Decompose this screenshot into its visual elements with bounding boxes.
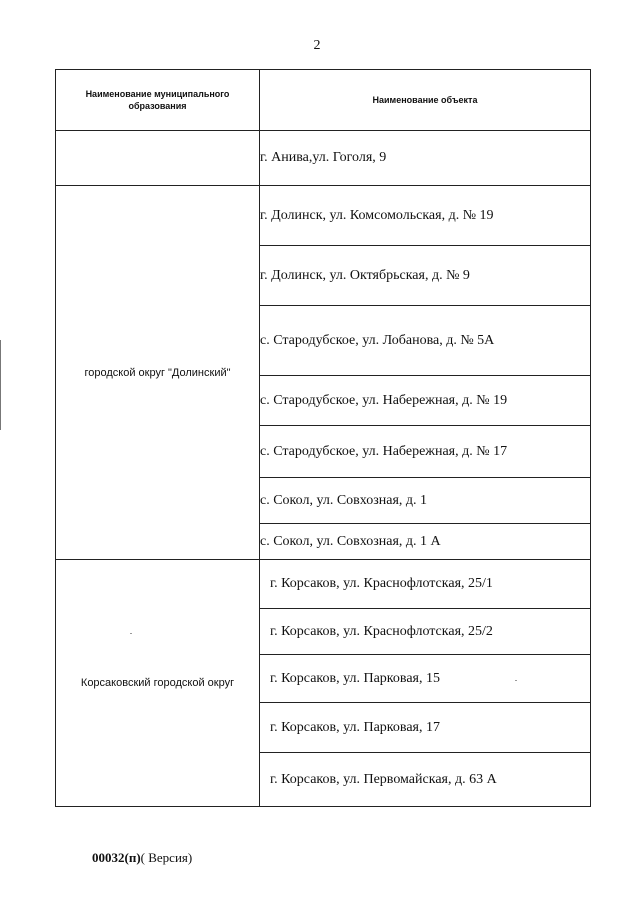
document-code: 00032(п) [92,850,141,865]
header-municipality: Наименование муниципального образования [56,70,260,131]
object-cell: г. Корсаков, ул. Парковая, 17 [260,703,591,753]
document-footer [92,850,192,866]
table-row [56,560,591,609]
table-row [56,186,591,246]
object-cell: г. Корсаков, ул. Краснофлотская, 25/1 [260,560,591,609]
table-header-row [56,70,591,131]
table-row [56,131,591,186]
object-cell: с. Стародубское, ул. Набережная, д. № 17 [260,426,591,478]
object-cell: г. Корсаков, ул. Парковая, 15 [260,655,591,703]
object-cell: с. Сокол, ул. Совхозная, д. 1 А [260,524,591,560]
municipality-cell: Корсаковский городской округ [56,560,260,807]
municipality-cell [56,131,260,186]
scan-edge-mark [0,340,1,430]
page-number: 2 [313,38,321,53]
header-object: Наименование объекта [260,70,591,131]
object-cell: с. Сокол, ул. Совхозная, д. 1 [260,478,591,524]
object-cell: с. Стародубское, ул. Лобанова, д. № 5А [260,306,591,376]
object-cell: с. Стародубское, ул. Набережная, д. № 19 [260,376,591,426]
object-cell: г. Корсаков, ул. Краснофлотская, 25/2 [260,609,591,655]
object-cell: г. Анива,ул. Гоголя, 9 [260,131,591,186]
document-version: ( Версия) [140,850,193,865]
objects-table [55,69,591,807]
object-cell: г. Долинск, ул. Комсомольская, д. № 19 [260,186,591,246]
object-cell: г. Корсаков, ул. Первомайская, д. 63 А [260,753,591,807]
object-cell: г. Долинск, ул. Октябрьская, д. № 9 [260,246,591,306]
municipality-cell: городской округ "Долинский" [56,186,260,560]
